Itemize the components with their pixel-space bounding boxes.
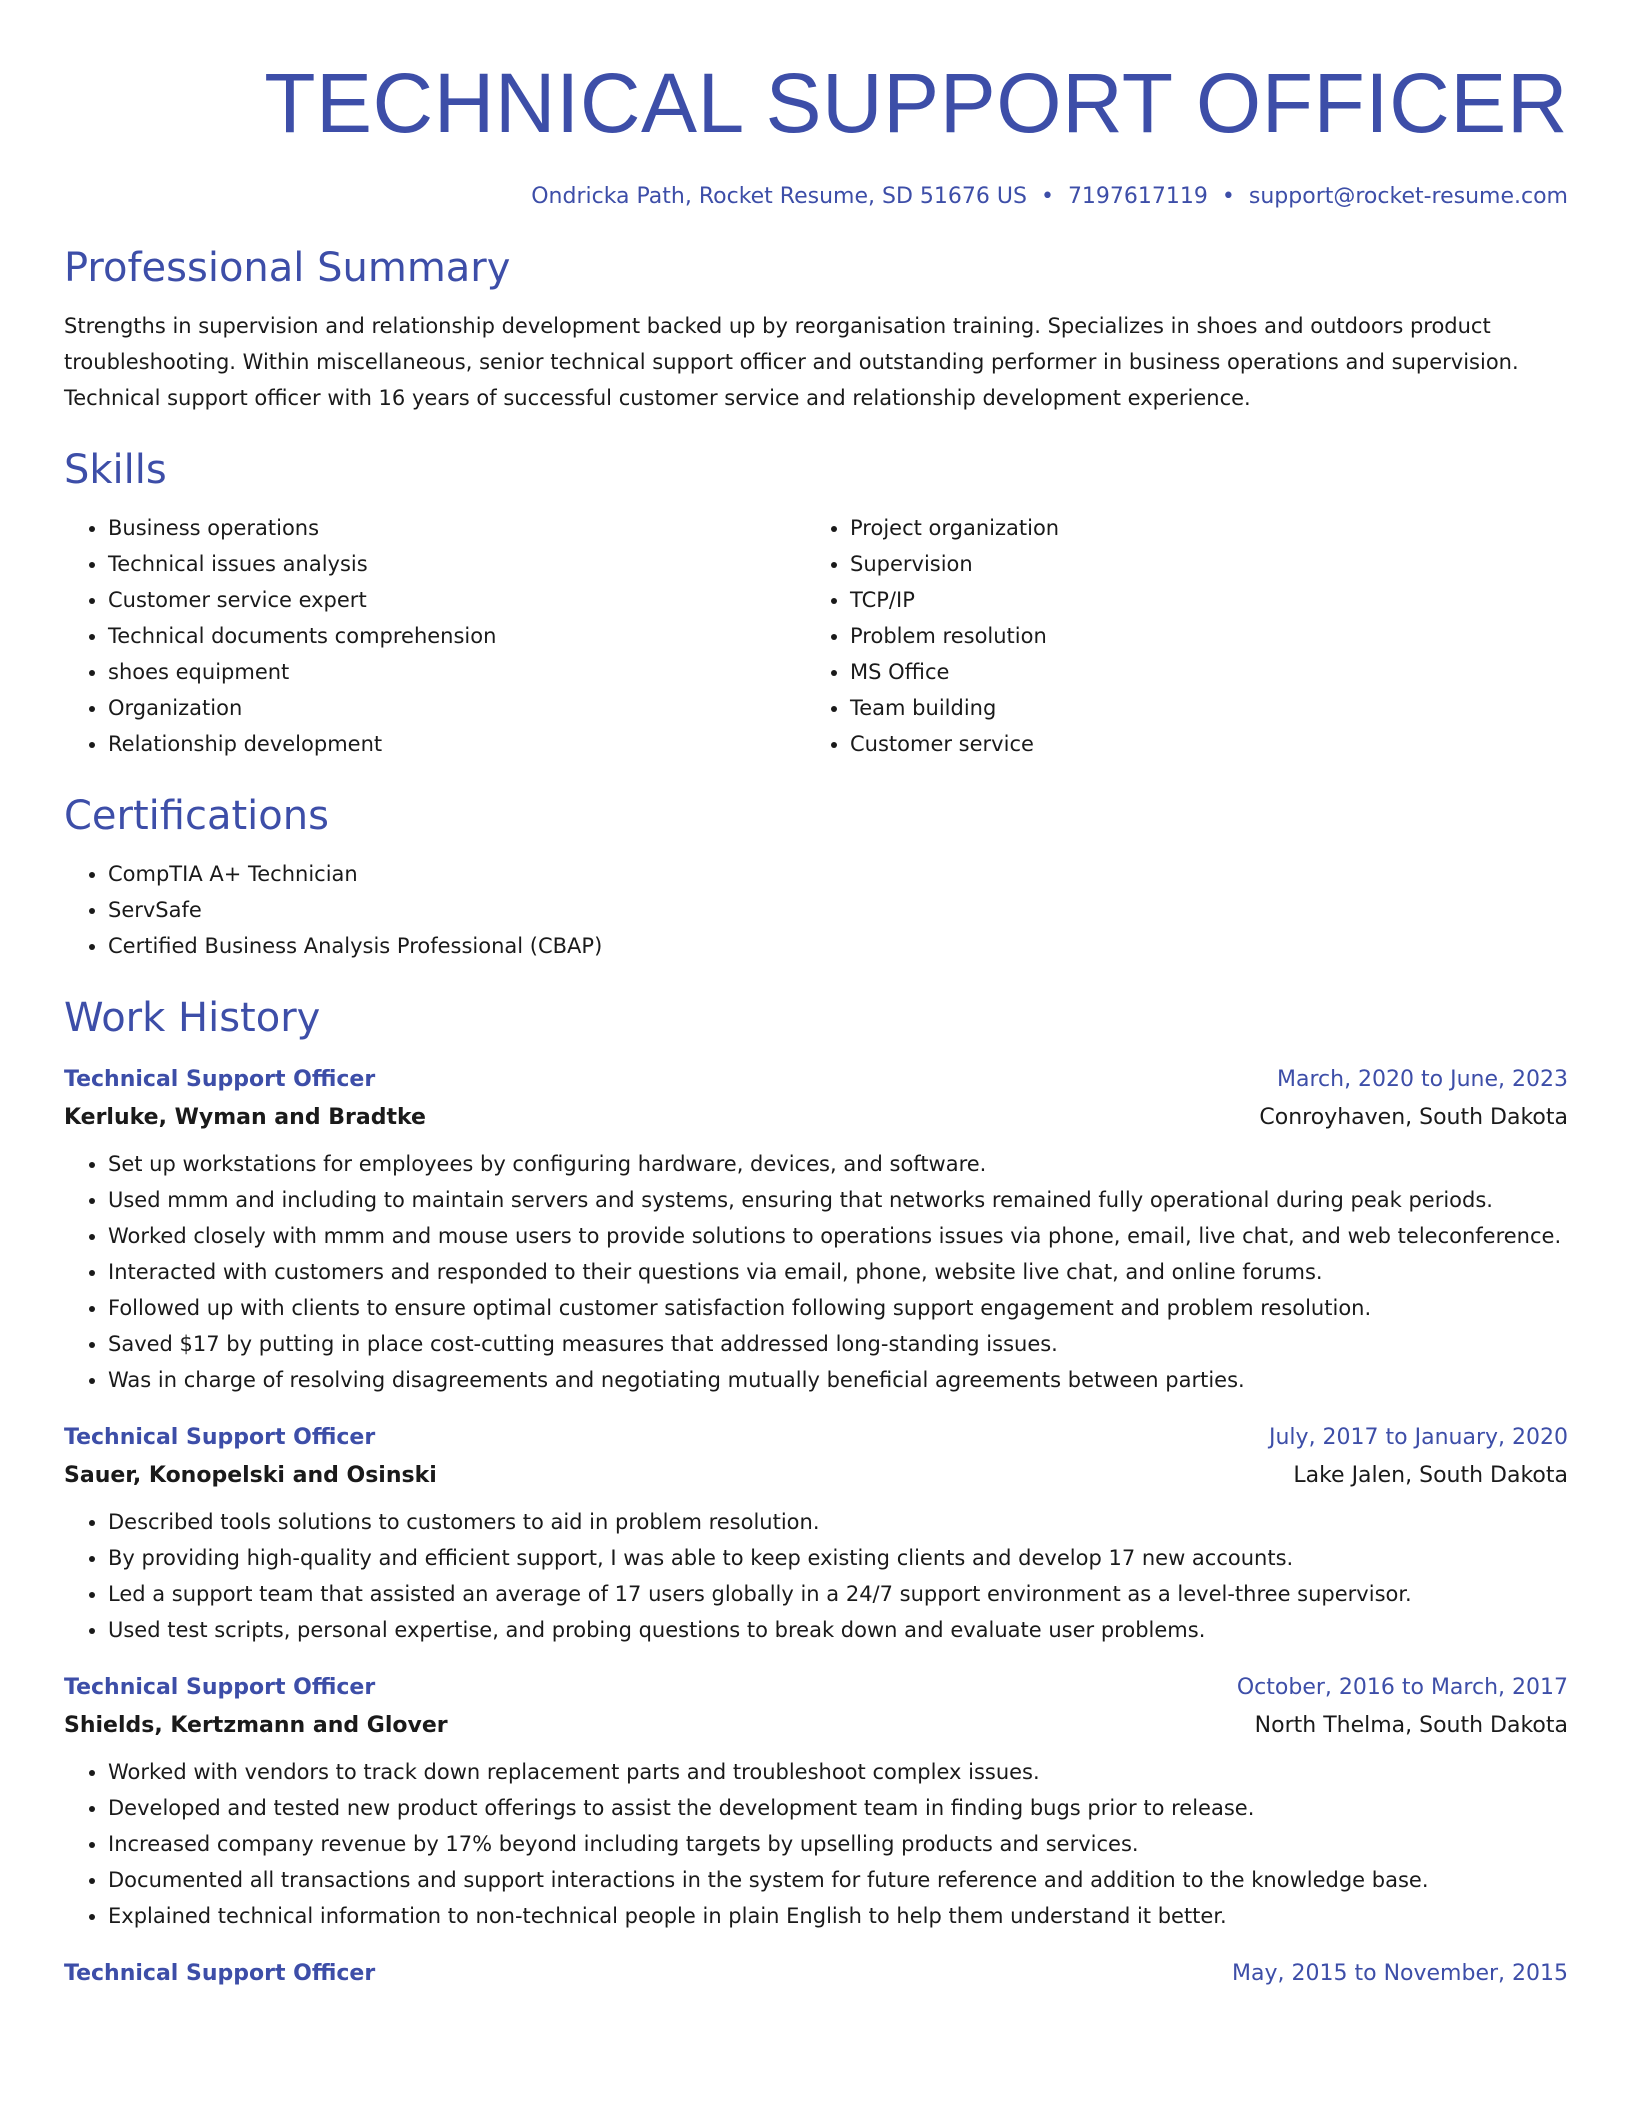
certifications-section <box>64 790 1568 964</box>
work-history-heading: Work History <box>64 995 321 1041</box>
job-bullet: • Worked closely with mmm and mouse users to provide solutions to operations issues via phone, email, live chat, and web teleconference. <box>108 1218 1568 1254</box>
work-history-section <box>64 992 1568 1992</box>
contact-phone: 7197617119 <box>1067 184 1208 209</box>
job-entry <box>64 1062 1568 1398</box>
job-dates: October, 2016 to March, 2017 <box>1236 1675 1568 1700</box>
contact-separator: • <box>1040 184 1054 209</box>
skills-heading: Skills <box>64 447 167 493</box>
job-bullet: • Explained technical information to non-technical people in plain English to help them understand it better. <box>108 1898 1568 1934</box>
skill-item: • shoes equipment <box>108 654 806 690</box>
skill-item: • TCP/IP <box>850 582 1548 618</box>
job-dates: July, 2017 to January, 2020 <box>1269 1425 1568 1450</box>
certification-item: • Certified Business Analysis Professional (CBAP) <box>108 928 1568 964</box>
job-company-row <box>64 1456 1568 1496</box>
job-company: Shields, Kertzmann and Glover <box>64 1713 448 1738</box>
job-title: Technical Support Officer <box>64 1425 376 1450</box>
job-entry <box>64 1670 1568 1934</box>
certifications-list <box>64 856 1568 964</box>
job-entry <box>64 1420 1568 1648</box>
job-bullet: • Saved $17 by putting in place cost-cutting measures that addressed long-standing issues. <box>108 1326 1568 1362</box>
job-title-row <box>64 1956 1568 1992</box>
resume-name-heading: TECHNICAL SUPPORT OFFICER <box>264 56 1568 150</box>
job-bullet: • Described tools solutions to customers to aid in problem resolution. <box>108 1504 1568 1540</box>
job-list <box>64 1062 1568 1992</box>
job-bullet: • Used test scripts, personal expertise, and probing questions to break down and evaluate user problems. <box>108 1612 1568 1648</box>
certification-item: • CompTIA A+ Technician <box>108 856 1568 892</box>
skill-item: • Project organization <box>850 510 1548 546</box>
skills-list-right <box>806 510 1548 762</box>
skill-item: • Customer service <box>850 726 1548 762</box>
skill-item: • Customer service expert <box>108 582 806 618</box>
job-company: Kerluke, Wyman and Bradtke <box>64 1105 426 1130</box>
job-title-row <box>64 1420 1568 1456</box>
job-bullets <box>64 1146 1568 1398</box>
contact-separator: • <box>1221 184 1235 209</box>
skill-item: • Technical documents comprehension <box>108 618 806 654</box>
skills-columns <box>64 510 1568 762</box>
job-company: Sauer, Konopelski and Osinski <box>64 1463 437 1488</box>
skill-item: • Supervision <box>850 546 1548 582</box>
job-entry <box>64 1956 1568 1992</box>
job-bullet: • By providing high-quality and efficient support, I was able to keep existing clients and develop 17 new accounts. <box>108 1540 1568 1576</box>
skill-item: • Business operations <box>108 510 806 546</box>
certification-item: • ServSafe <box>108 892 1568 928</box>
certifications-heading: Certifications <box>64 793 329 839</box>
skill-item: • Team building <box>850 690 1548 726</box>
job-bullet: • Led a support team that assisted an average of 17 users globally in a 24/7 support environment as a level-three supervisor. <box>108 1576 1568 1612</box>
job-dates: May, 2015 to November, 2015 <box>1232 1961 1568 1986</box>
skill-item: • Organization <box>108 690 806 726</box>
job-location: Conroyhaven, South Dakota <box>1259 1105 1568 1130</box>
job-company-row <box>64 1098 1568 1138</box>
skill-item: • MS Office <box>850 654 1548 690</box>
job-dates: March, 2020 to June, 2023 <box>1277 1067 1568 1092</box>
job-bullet: • Worked with vendors to track down replacement parts and troubleshoot complex issues. <box>108 1754 1568 1790</box>
skill-item: • Technical issues analysis <box>108 546 806 582</box>
contact-email: support@rocket-resume.com <box>1248 184 1568 209</box>
job-location: North Thelma, South Dakota <box>1254 1713 1568 1738</box>
skill-item: • Problem resolution <box>850 618 1548 654</box>
summary-heading: Professional Summary <box>64 245 511 291</box>
job-bullet: • Was in charge of resolving disagreements and negotiating mutually beneficial agreements between parties. <box>108 1362 1568 1398</box>
contact-address: Ondricka Path, Rocket Resume, SD 51676 US <box>531 184 1027 209</box>
job-title: Technical Support Officer <box>64 1961 376 1986</box>
job-title: Technical Support Officer <box>64 1067 376 1092</box>
skills-section <box>64 444 1568 762</box>
job-bullet: • Set up workstations for employees by configuring hardware, devices, and software. <box>108 1146 1568 1182</box>
job-bullet: • Documented all transactions and support interactions in the system for future reference and addition to the knowledge base. <box>108 1862 1568 1898</box>
summary-text: Strengths in supervision and relationship development backed up by reorganisation training. Specializes in shoes and outdoors product troubleshooting. Within miscellaneous, senior technical support officer and outstanding performer in business operations and supervision. Technical support officer with 16 years of successful customer service and relationship development experience. <box>64 314 1519 410</box>
job-company-row <box>64 1706 1568 1746</box>
job-bullet: • Increased company revenue by 17% beyond including targets by upselling products and services. <box>108 1826 1568 1862</box>
job-title-row <box>64 1670 1568 1706</box>
job-title: Technical Support Officer <box>64 1675 376 1700</box>
skills-list-left <box>64 510 806 762</box>
job-bullet: • Developed and tested new product offerings to assist the development team in finding bugs prior to release. <box>108 1790 1568 1826</box>
job-bullet: • Followed up with clients to ensure optimal customer satisfaction following support engagement and problem resolution. <box>108 1290 1568 1326</box>
contact-line <box>64 180 1568 214</box>
job-bullet: • Used mmm and including to maintain servers and systems, ensuring that networks remained fully operational during peak periods. <box>108 1182 1568 1218</box>
job-bullets <box>64 1754 1568 1934</box>
job-bullet: • Interacted with customers and responded to their questions via email, phone, website live chat, and online forums. <box>108 1254 1568 1290</box>
job-title-row <box>64 1062 1568 1098</box>
skill-item: • Relationship development <box>108 726 806 762</box>
job-location: Lake Jalen, South Dakota <box>1293 1463 1568 1488</box>
job-bullets <box>64 1504 1568 1648</box>
